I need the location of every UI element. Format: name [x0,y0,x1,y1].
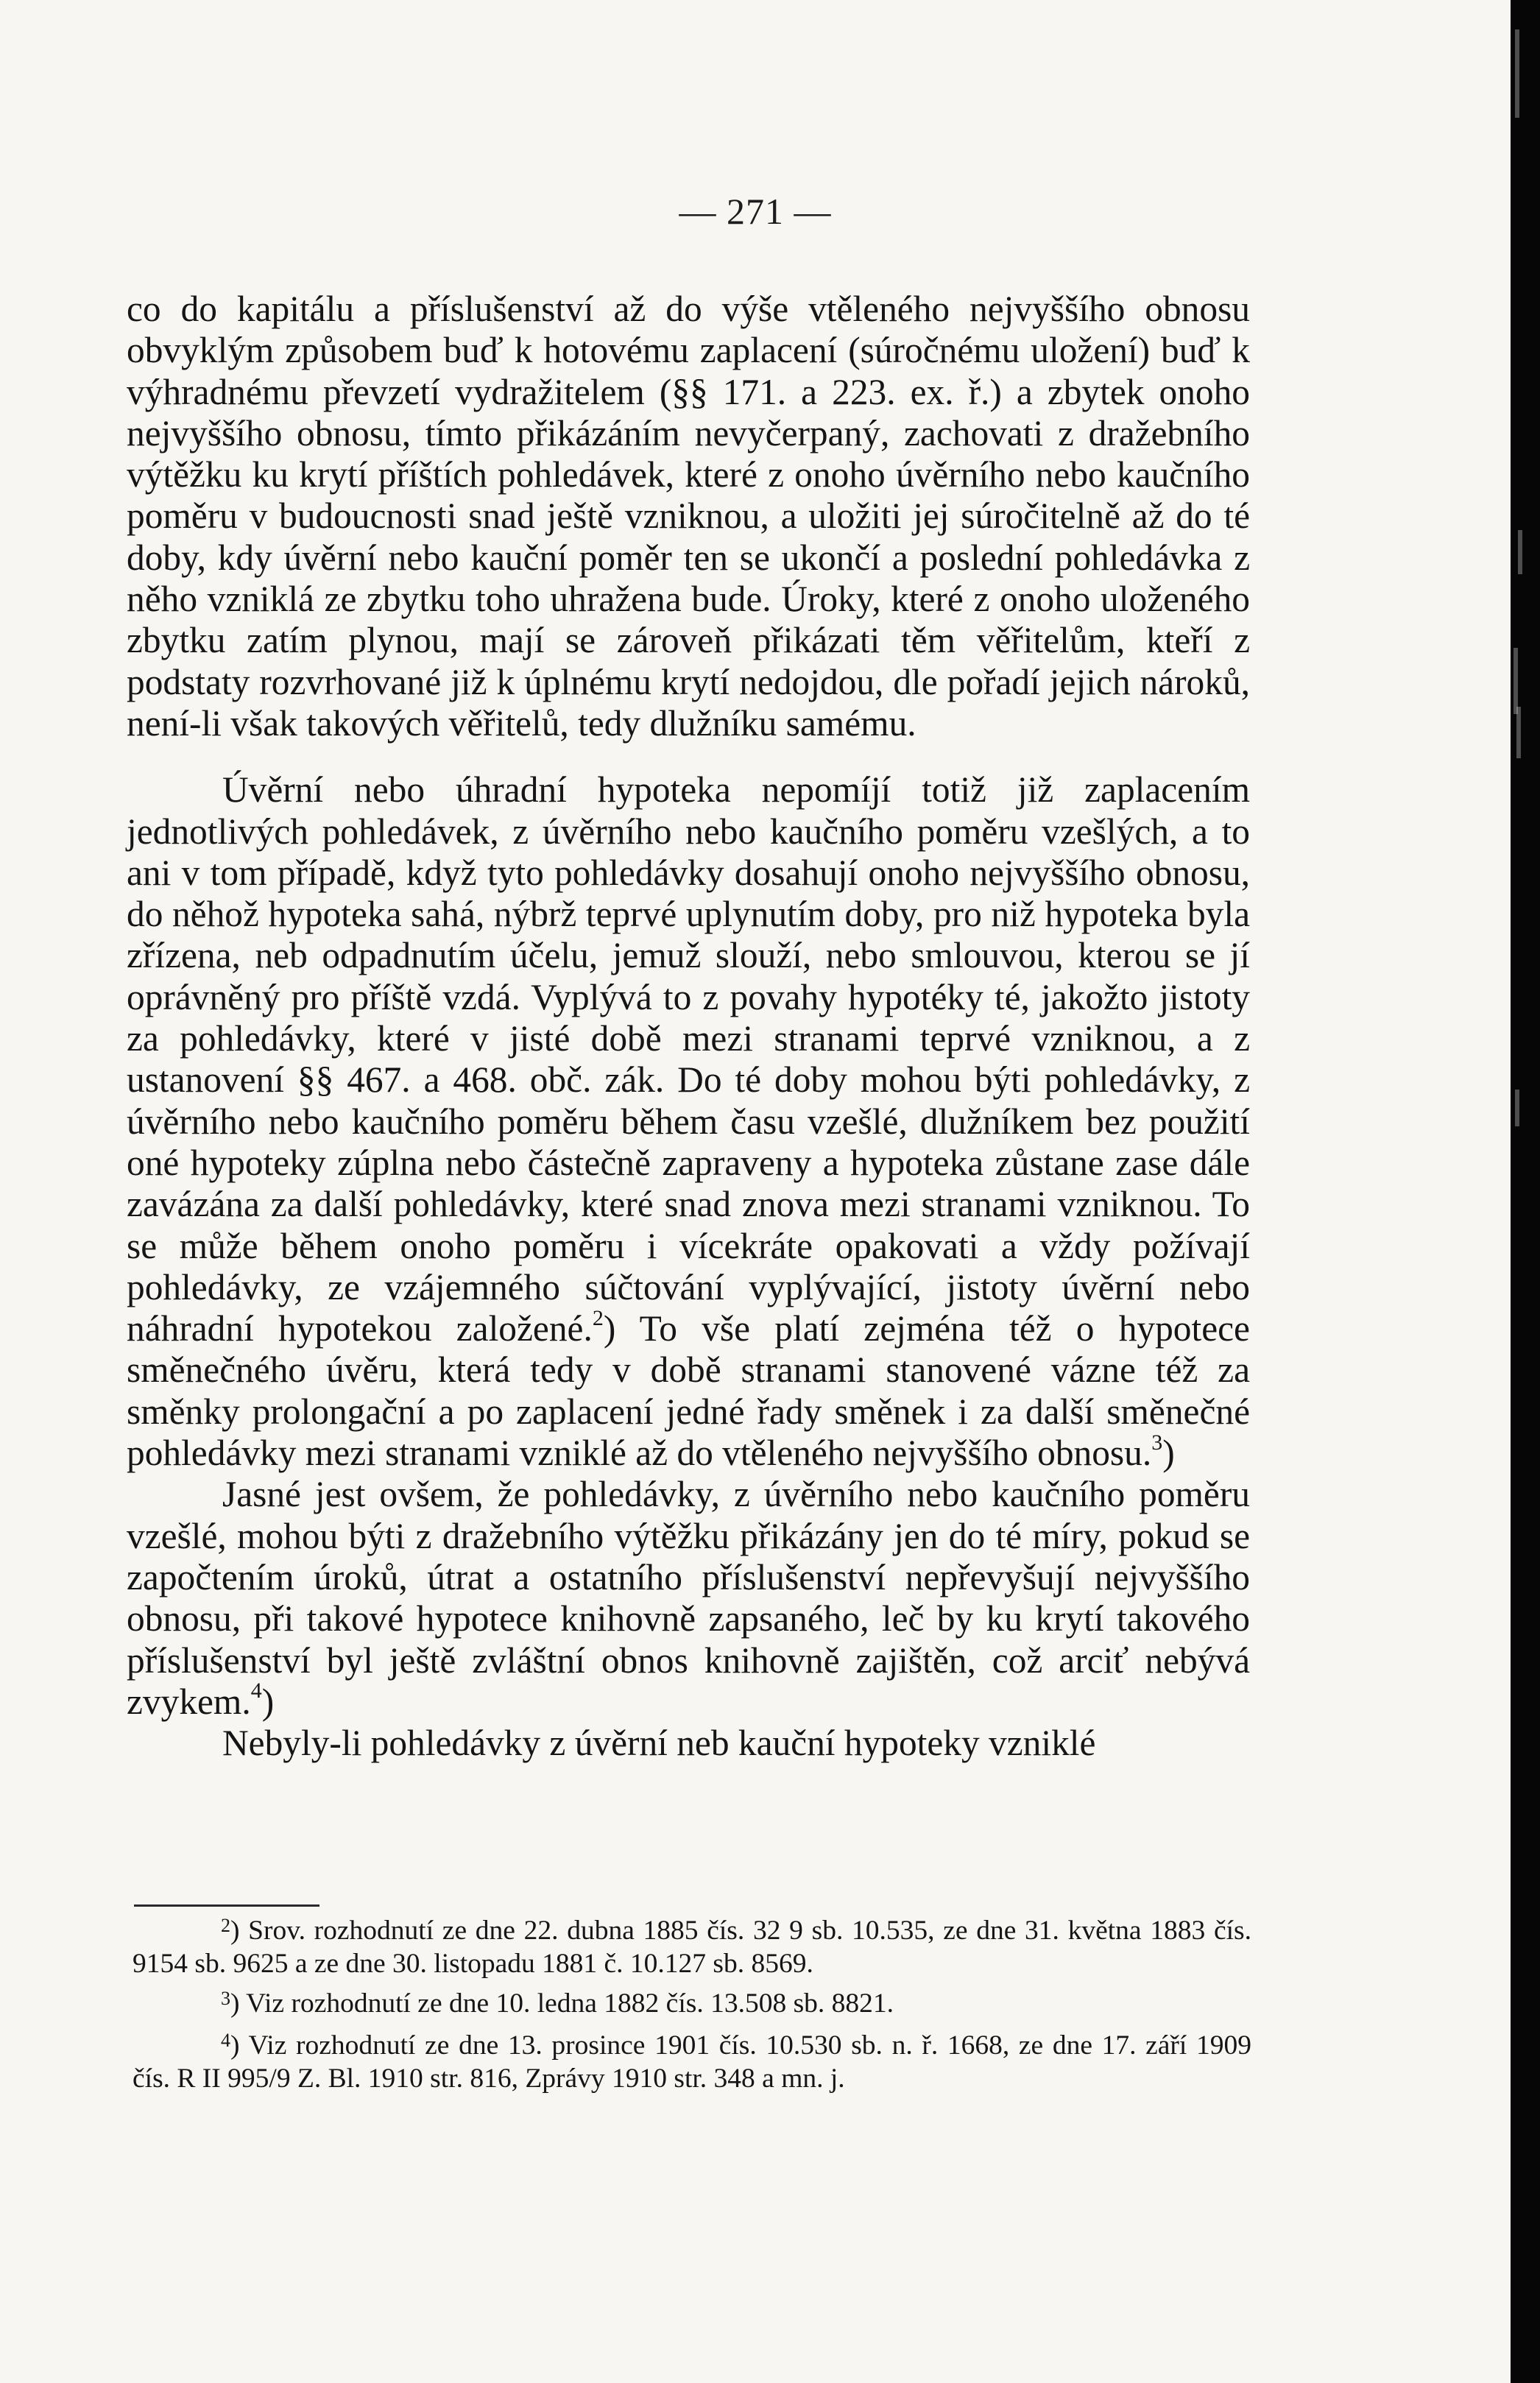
footnote-mark: 3 [221,1988,230,2009]
paragraph-text: Nebyly-li pohledávky z úvěrní neb kauční hypoteky vzniklé [222,1723,1096,1764]
paragraph-final-line [127,1723,1250,1764]
footnote-mark: 4 [221,2030,230,2051]
footnote-reference[interactable]: 3 [1151,1430,1163,1455]
footnote-divider [134,1904,319,1907]
paragraph-continuation [127,289,1250,744]
footnote-text: ) Srov. rozhodnutí ze dne 22. dubna 1885 čís. 32 9 sb. 10.535, ze dne 31. května 1883 čís. 9154 sb. 9625 a ze dne 30. listopadu 1881 č. 10.127 sb. 8569. [133,1916,1251,1979]
paragraph-text: Úvěrní nebo úhradní hypoteka nepomíjí totiž již zaplacením jednotlivých pohledávek, z úvěrního nebo kaučního poměru vzešlých, a to ani v tom případě, když tyto pohledávky dosahují onoho nejvyššího obnosu, do něhož hypoteka sahá, nýbrž teprvé uplynutím doby, pro niž hypoteka byla zřízena, neb odpadnutím účelu, jemuž slouží, nebo smlouvou, kterou se jí oprávněný pro příště vzdá. Vyplývá to z povahy hypotéky té, jakožto jistoty za pohledávky, které v jisté době mezi stranami teprvé vzniknou, a z ustanovení §§ 467. a 468. obč. zák. Do té doby mohou býti pohledávky, z úvěrního nebo kaučního poměru během času vzešlé, dlužníkem bez použití oné hypoteky zúplna nebo částečně zapraveny a hypoteka zůstane zase dále zavázána za další pohledávky, které snad znova mezi stranami vzniknou. To se může během onoho poměru i vícekráte opakovati a vždy požívají pohledávky, ze vzájemného súčtování vyplývající, jistoty úvěrní nebo náhradní hypotekou založené. [127,769,1250,1349]
footnote-4 [133,2030,1251,2094]
scan-artifact [1516,707,1521,758]
paragraph-credit-hypothec [127,769,1250,1474]
scan-artifact [1513,648,1518,714]
paragraph-text: Jasné jest ovšem, že pohledávky, z úvěrního nebo kaučního poměru vzešlé, mohou býti z dražebního výtěžku přikázány jen do té míry, pokud se započtením úroků, útrat a ostatního příslušenství nepřevyšují nejvyššího obnosu, při takové hypotece knihovně zapsaného, leč by ku krytí takového příslušenství byl ještě zvláštní obnos knihovně zajištěn, což arciť nebývá zvykem. [127,1474,1250,1722]
scan-artifact [1515,29,1519,118]
paragraph-text: ) [261,1681,275,1722]
footnotes [133,1916,1251,2094]
paragraph-claims-limit [127,1474,1250,1723]
footnote-2 [133,1916,1251,1980]
paragraph-text: ) To vše platí zejména též o hypotece směnečného úvěru, která tedy v době stranami stanovené vázne též za směnky prolongační a po zaplacení jedné řady směnek i za další směnečné pohledávky mezi stranami vzniklé až do vtěleného nejvyššího obnosu. [127,1308,1250,1474]
scan-artifact [1518,530,1522,574]
footnote-reference[interactable]: 2 [592,1305,604,1330]
paragraph-text: co do kapitálu a příslušenství až do výše vtěleného nejvyššího obnosu obvyklým způsobem buď k hotovému zaplacení (súročnému uložení) buď k výhradnému převzetí vydražitelem (§§ 171. a 223. ex. ř.) a zbytek onoho nejvyššího obnosu, tímto přikázáním nevyčerpaný, zachovati z dražebního výtěžku ku krytí příštích pohledávek, které z onoho úvěrního nebo kaučního poměru v budoucnosti snad ještě vzniknou, a uložiti jej súročitelně až do té doby, kdy úvěrní nebo kauční poměr ten se ukončí a poslední pohledávka z něho vzniklá ze zbytku toho uhražena bude. Úroky, které z onoho uloženého zbytku zatím plynou, mají se zároveň přikázati těm věřitelům, kteří z podstaty rozvrhované již k úplnému krytí nedojdou, dle pořadí jejich nároků, není-li však takových věřitelů, tedy dlužníku samému. [127,289,1250,744]
scan-border [1511,0,1540,2383]
footnote-mark: 2 [221,1915,230,1936]
scan-artifact [1515,1090,1519,1126]
footnote-reference[interactable]: 4 [250,1678,262,1704]
paragraph-text: ) [1162,1433,1175,1474]
footnote-3 [133,1988,1251,2022]
page-number: — 271 — [679,191,832,232]
footnote-text: ) Viz rozhodnutí ze dne 10. ledna 1882 čís. 13.508 sb. 8821. [230,1988,894,2019]
main-text [127,289,1250,1764]
footnote-text: ) Viz rozhodnutí ze dne 13. prosince 1901 čís. 10.530 sb. n. ř. 1668, ze dne 17. září 1909 čís. R II 995/9 Z. Bl. 1910 str. 816, Zprávy 1910 str. 348 a mn. j. [133,2030,1251,2094]
